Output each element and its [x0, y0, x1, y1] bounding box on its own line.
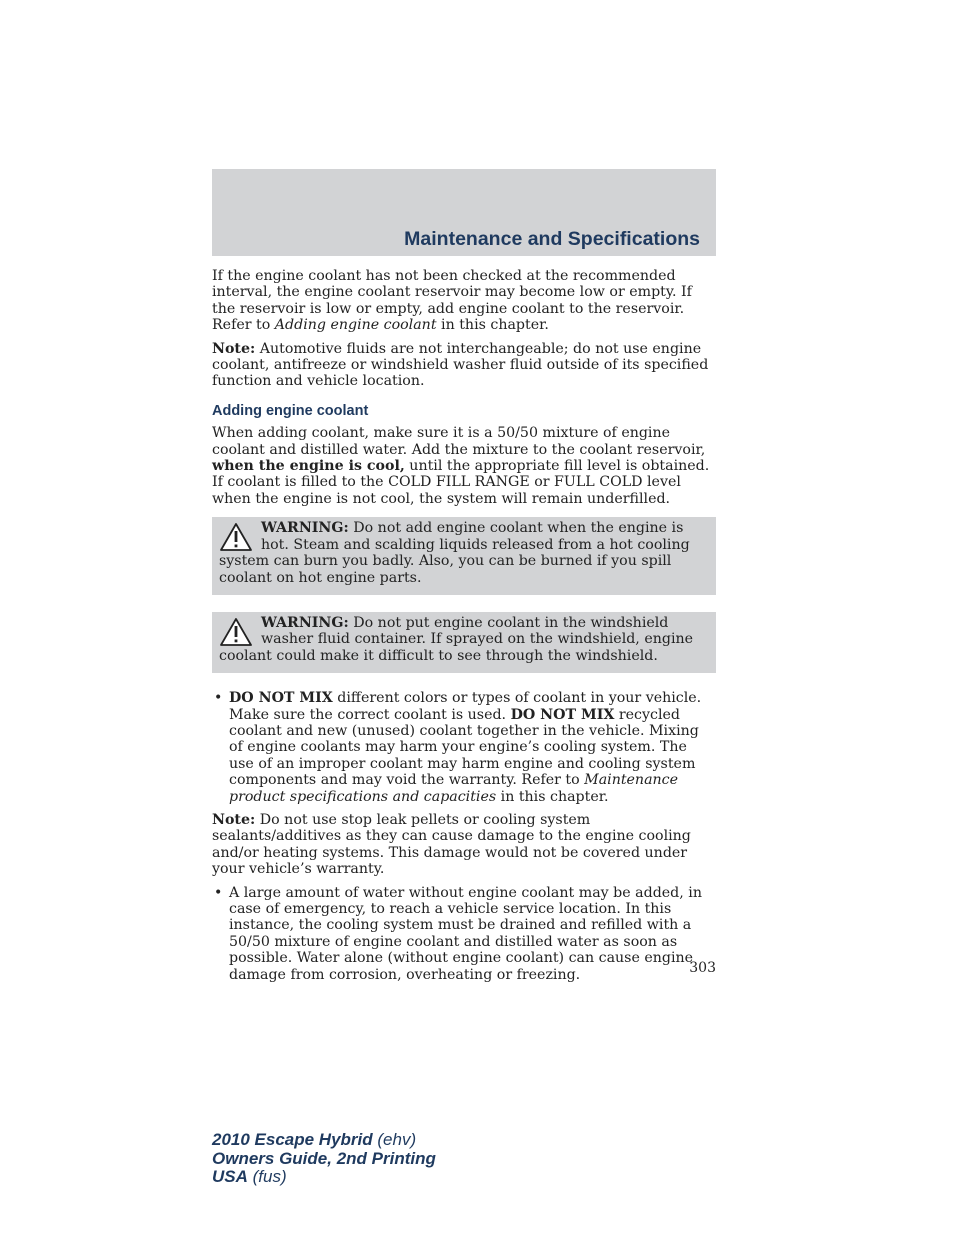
page-content: [212, 268, 716, 990]
list-item-do-not-mix: • DO NOT MIX different colors or types of coolant in your vehicle. Make sure the correct coolant is used. DO NOT MIX recycled coolant and new (unused) coolant together in the vehicle. Mixing of engine coolants may harm your engine’s cooling system. The use of an improper coolant may harm engine and cooling system components and may void the warranty. Refer to Maintenance product specifications and capacities in this chapter.: [214, 690, 702, 805]
list-item-emergency-water: • A large amount of water without engine coolant may be added, in case of emergency, to reach a vehicle service location. In this instance, the cooling system must be drained and refilled with a 50/50 mixture of engine coolant and distilled water as soon as possible. Water alone (without engine coolant) can cause engine damage from corrosion, overheating or freezing.: [214, 884, 702, 983]
specifications-link[interactable]: Maintenance product specifications and capacities: [229, 772, 679, 805]
footer-line-guide: Owners Guide, 2nd Printing: [212, 1148, 436, 1168]
footer-line-market: USA (fus): [212, 1167, 287, 1186]
warning-box-hot-engine: [212, 517, 716, 595]
adding-paragraph: When adding coolant, make sure it is a 50/50 mixture of engine coolant and distilled water. Add the mixture to the coolant reservoir, when the engine is cool, until the appropriate fill level is obtained. If coolant is filled to the COLD FILL RANGE or FULL COLD level when the engine is not cool, the system will remain underfilled.: [212, 425, 710, 507]
page-number: 303: [689, 960, 716, 976]
warning-label: WARNING:: [261, 520, 349, 537]
footer-line-model: 2010 Escape Hybrid (ehv): [212, 1130, 417, 1149]
header-band: [212, 169, 716, 256]
warning-triangle-icon: [219, 617, 253, 647]
adding-coolant-link[interactable]: Adding engine coolant: [274, 317, 437, 334]
section-heading: Adding engine coolant: [212, 402, 369, 419]
bullet-dot: •: [214, 884, 223, 901]
warning-box-washer: [212, 612, 716, 673]
warning-label: WARNING:: [261, 614, 349, 631]
warning-text: Do not put engine coolant in the windshield washer fluid container. If sprayed on the windshield, engine coolant could make it difficult to see through the windshield.: [219, 614, 694, 664]
note-label: Note:: [212, 340, 256, 357]
note-stop-leak: Note: Do not use stop leak pellets or cooling system sealants/additives as they can cause damage to the engine cooling and/or heating systems. This damage would not be covered under your vehicle’s warranty.: [212, 811, 691, 878]
page-title: Maintenance and Specifications: [404, 228, 700, 250]
bullet-dot: •: [214, 690, 223, 707]
warning-triangle-icon: [219, 522, 253, 552]
warning-text: Do not add engine coolant when the engine is hot. Steam and scalding liquids released from a hot cooling system can burn you badly. Also, you can be burned if you spill coolant on hot engine parts.: [219, 520, 690, 586]
footer: [212, 1131, 436, 1187]
intro-paragraph: If the engine coolant has not been checked at the recommended interval, the engine coolant reservoir may become low or empty. If the reservoir is low or empty, add engine coolant to the reservoir. Refer to Adding engine coolant in this chapter.: [212, 268, 692, 334]
note-label: Note:: [212, 811, 256, 828]
note-fluids: Note: Automotive fluids are not interchangeable; do not use engine coolant, antifreeze or windshield washer fluid outside of its specified function and vehicle location.: [212, 340, 709, 390]
